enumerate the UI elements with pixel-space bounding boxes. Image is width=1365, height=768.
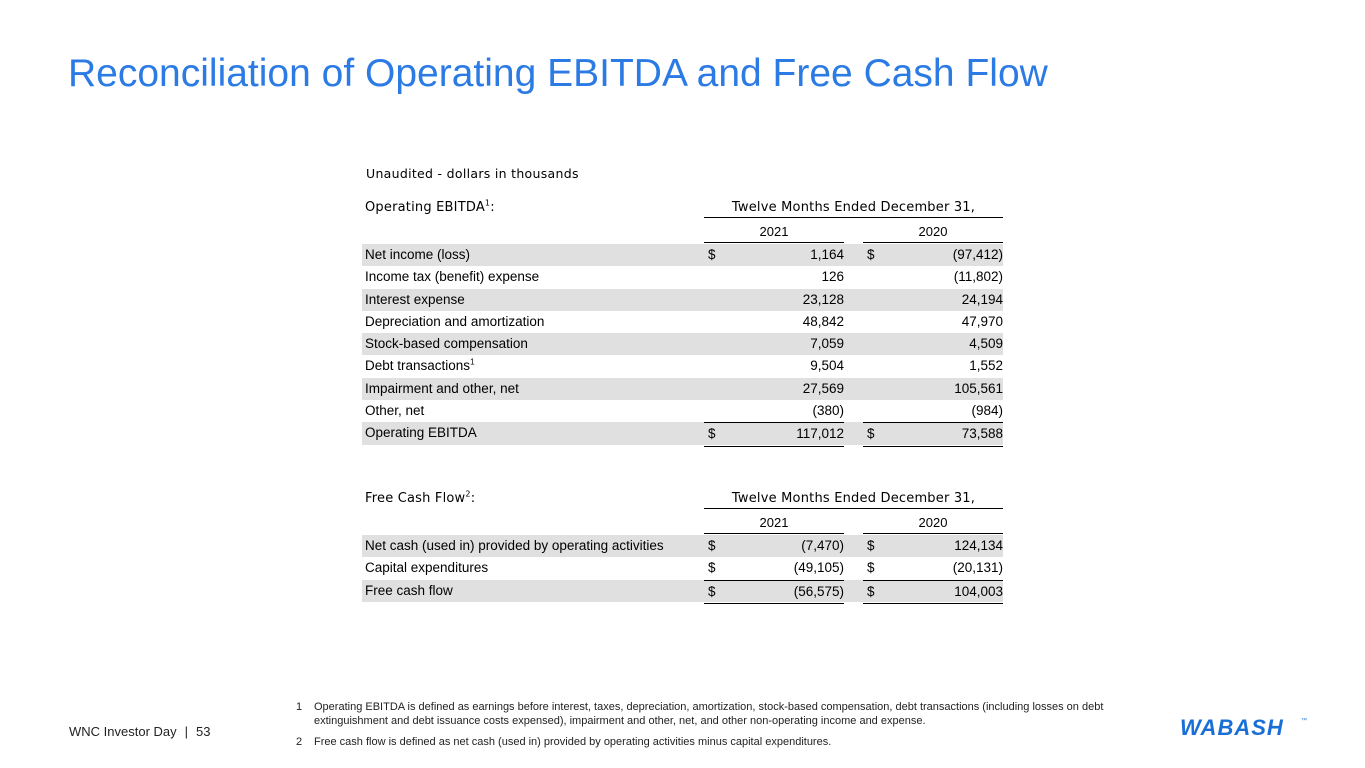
fcf-row	[362, 535, 1003, 557]
ebitda-years-row	[362, 222, 1003, 244]
logo-trademark: ™	[1301, 718, 1307, 724]
wabash-logo-mark	[1180, 714, 1308, 740]
footnote	[296, 735, 1126, 749]
fcf-years-row	[362, 513, 1003, 535]
fcf-period-header: Twelve Months Ended December 31,	[704, 491, 1003, 509]
ebitda-row	[362, 333, 1003, 355]
fcf-value: (20,131)	[952, 560, 1003, 576]
ebitda-currency: $	[708, 426, 716, 442]
ebitda-value: 24,194	[961, 291, 1003, 307]
ebitda-row-label-sup: 1	[470, 357, 475, 367]
ebitda-row	[362, 422, 1003, 444]
ebitda-row-label-text: Impairment and other, net	[365, 380, 519, 396]
fcf-row-label-text: Net cash (used in) provided by operating activities	[365, 538, 664, 553]
ebitda-row-label	[365, 422, 477, 444]
ebitda-row-label-text: Stock-based compensation	[365, 336, 528, 352]
ebitda-cell-2020	[863, 333, 1003, 355]
ebitda-row-label-text: Depreciation and amortization	[365, 313, 545, 329]
fcf-currency: $	[708, 560, 716, 576]
ebitda-cell-2021	[704, 311, 844, 333]
fcf-value: (7,470)	[801, 538, 844, 553]
ebitda-cell-2020	[863, 311, 1003, 333]
ebitda-row-label	[365, 400, 424, 422]
ebitda-cell-2020	[863, 266, 1003, 288]
ebitda-value: 126	[821, 269, 844, 285]
footer-event: WNC Investor Day	[69, 724, 177, 739]
ebitda-cell-2020	[863, 378, 1003, 400]
fcf-value: 104,003	[954, 583, 1003, 599]
ebitda-row-label	[365, 244, 470, 266]
ebitda-value: (380)	[812, 403, 844, 419]
ebitda-cell-2021	[704, 355, 844, 377]
ebitda-row	[362, 311, 1003, 333]
page-number: 53	[196, 724, 211, 739]
ebitda-value: 117,012	[796, 426, 844, 442]
ebitda-cell-2021	[704, 244, 844, 266]
ebitda-currency: $	[708, 247, 716, 262]
ebitda-period-header: Twelve Months Ended December 31,	[704, 200, 1003, 218]
ebitda-table-label: Operating EBITDA$^1$:	[365, 198, 495, 215]
ebitda-table-header	[362, 200, 1003, 222]
wabash-logo	[1180, 714, 1308, 745]
ebitda-year-2021: 2021	[704, 224, 844, 243]
ebitda-year-2020: 2020	[863, 224, 1003, 243]
ebitda-value: 73,588	[961, 426, 1003, 442]
ebitda-value: 4,509	[969, 336, 1003, 352]
ebitda-row-label	[365, 355, 475, 377]
ebitda-row	[362, 400, 1003, 422]
ebitda-row-label-text: Net income (loss)	[365, 247, 471, 262]
ebitda-value: 105,561	[954, 380, 1003, 396]
ebitda-value: (984)	[971, 403, 1003, 419]
ebitda-value: 47,970	[961, 313, 1003, 329]
ebitda-row-label-text: Debt transactions	[365, 358, 471, 374]
ebitda-currency: $	[867, 247, 875, 262]
footnote-text: Free cash flow is defined as net cash (used in) provided by operating activities minus capital expenditures.	[314, 736, 832, 748]
ebitda-cell-2020	[863, 355, 1003, 377]
fcf-currency: $	[708, 538, 716, 553]
ebitda-cell-2021	[704, 266, 844, 288]
fcf-row	[362, 557, 1003, 579]
ebitda-cell-2021	[704, 422, 844, 446]
ebitda-cell-2021	[704, 333, 844, 355]
fcf-value: 124,134	[954, 538, 1003, 553]
ebitda-row-label	[365, 266, 539, 288]
fcf-currency: $	[867, 560, 875, 576]
ebitda-cell-2021	[704, 378, 844, 400]
footer-separator: |	[184, 724, 189, 739]
fcf-currency: $	[708, 583, 716, 599]
ebitda-row-label	[365, 311, 544, 333]
ebitda-row-label-text: Income tax (benefit) expense	[365, 269, 540, 285]
fcf-row-label	[365, 535, 664, 557]
page-title: Reconciliation of Operating EBITDA and Free Cash Flow	[68, 52, 1048, 95]
ebitda-row-label	[365, 333, 528, 355]
ebitda-cell-2020	[863, 289, 1003, 311]
fcf-row-label-text: Capital expenditures	[365, 560, 489, 576]
ebitda-value: 1,552	[969, 358, 1003, 374]
ebitda-row	[362, 378, 1003, 400]
ebitda-cell-2021	[704, 289, 844, 311]
ebitda-cell-2020	[863, 422, 1003, 446]
ebitda-value: 7,059	[810, 336, 844, 352]
fcf-cell-2020	[863, 580, 1003, 604]
ebitda-row-label	[365, 289, 465, 311]
fcf-row-label	[365, 557, 488, 579]
fcf-currency: $	[867, 583, 875, 599]
ebitda-value: 9,504	[810, 358, 844, 374]
ebitda-value: 1,164	[810, 247, 844, 262]
fcf-cell-2021	[704, 557, 844, 579]
fcf-cell-2021	[704, 535, 844, 557]
fcf-cell-2020	[863, 557, 1003, 579]
fcf-rows	[362, 535, 1003, 602]
logo-text: WABASH	[1180, 715, 1284, 740]
fcf-row-label-text: Free cash flow	[365, 582, 453, 598]
ebitda-row-label-text: Interest expense	[365, 291, 465, 307]
ebitda-cell-2020	[863, 244, 1003, 266]
fcf-row	[362, 580, 1003, 602]
footnote-number: 1	[296, 701, 303, 713]
ebitda-value: (97,412)	[952, 247, 1003, 262]
fcf-value: (56,575)	[793, 583, 844, 599]
ebitda-row	[362, 244, 1003, 266]
fcf-year-2021: 2021	[704, 515, 844, 534]
ebitda-row	[362, 289, 1003, 311]
footnote	[296, 700, 1126, 728]
fcf-table	[362, 491, 1003, 602]
fcf-table-label: Free Cash Flow$^2$:	[365, 489, 476, 506]
ebitda-cell-2020	[863, 400, 1003, 422]
ebitda-row	[362, 355, 1003, 377]
unit-note: Unaudited - dollars in thousands	[366, 166, 579, 181]
footnotes	[296, 700, 1126, 756]
ebitda-cell-2021	[704, 400, 844, 422]
ebitda-row-label	[365, 378, 519, 400]
ebitda-table	[362, 200, 1003, 445]
footer	[69, 724, 211, 739]
ebitda-value: 48,842	[802, 313, 844, 329]
fcf-value: (49,105)	[793, 560, 844, 576]
fcf-cell-2020	[863, 535, 1003, 557]
ebitda-value: (11,802)	[953, 269, 1003, 285]
fcf-year-2020: 2020	[863, 515, 1003, 534]
ebitda-value: 23,128	[802, 291, 844, 307]
footnote-text: Operating EBITDA is defined as earnings before interest, taxes, depreciation, amortization, stock-based compensation, debt transactions (including losses on debt extinguishment and debt issuance costs expensed), impairment and other, net, and other non-operating income and expense.	[314, 701, 1104, 727]
ebitda-value: 27,569	[802, 380, 844, 396]
fcf-table-header	[362, 491, 1003, 513]
ebitda-rows	[362, 244, 1003, 445]
fcf-row-label	[365, 580, 453, 602]
ebitda-currency: $	[867, 426, 875, 442]
ebitda-row-label-text: Other, net	[365, 403, 425, 419]
fcf-cell-2021	[704, 580, 844, 604]
ebitda-row-label-text: Operating EBITDA	[365, 425, 477, 441]
footnote-number: 2	[296, 736, 303, 748]
ebitda-row	[362, 266, 1003, 288]
fcf-currency: $	[867, 538, 875, 553]
